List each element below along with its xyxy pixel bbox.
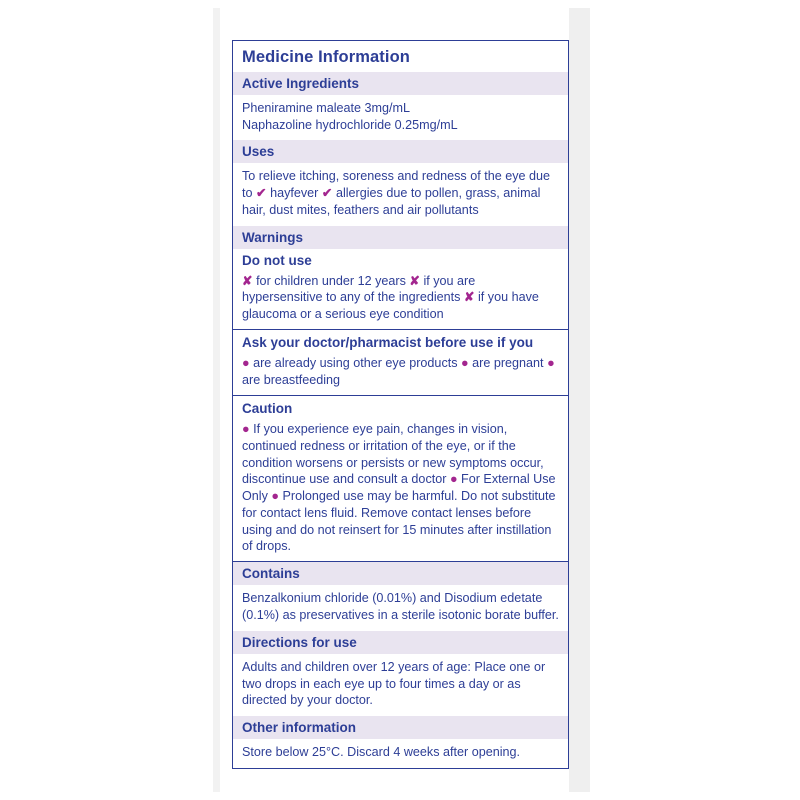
directions-text: Adults and children over 12 years of age: Place one or two drops in each eye up to four times a day or as directed by your doctor. (242, 659, 546, 708)
section-heading-ask-your-doctor: Ask your doctor/pharmacist before use if you (242, 335, 534, 351)
section-body-other-information (233, 739, 568, 768)
cross-icon: ✘ (242, 273, 253, 288)
section-body-contains (233, 585, 568, 630)
ask-your-doctor-item: are breastfeeding (242, 373, 341, 387)
section-heading-do-not-use: Do not use (242, 252, 312, 268)
section-body-do-not-use (233, 269, 568, 329)
uses-item: hayfever (270, 186, 319, 201)
section-heading-warnings: Warnings (233, 226, 568, 249)
section-heading-active-ingredients: Active Ingredients (233, 72, 568, 95)
active-ingredient-line: Pheniramine maleate 3mg/mL (242, 101, 410, 115)
bullet-icon: ● (547, 356, 555, 371)
caution-item: For External Use Only (242, 472, 556, 504)
bullet-icon: ● (271, 489, 280, 504)
uses-intro: To relieve itching, soreness and redness of the eye due to (242, 169, 551, 201)
cross-icon: ✘ (463, 290, 475, 305)
ask-your-doctor-item: are already using other eye products (253, 356, 458, 371)
section-heading-uses: Uses (233, 140, 568, 163)
caution-item: If you experience eye pain, changes in vision, continued redness or irritation of the eye, or if the condition worsens or persists or new symptoms occur, discontinue use and consult a doctor (242, 422, 544, 487)
bullet-icon: ● (461, 356, 469, 371)
other-information-text: Store below 25°C. Discard 4 weeks after opening. (242, 745, 521, 760)
carton-edge-shadow (569, 8, 590, 792)
ask-your-doctor-item: are pregnant (472, 356, 544, 371)
section-body-uses (233, 163, 568, 225)
bullet-icon: ● (242, 356, 250, 371)
section-body-caution (233, 417, 568, 561)
section-heading-other-information: Other information (233, 716, 568, 739)
tick-icon: ✔ (321, 186, 333, 201)
uses-item: allergies due to pollen, grass, animal hair, dust mites, feathers and air pollutants (242, 186, 541, 217)
medicine-information-panel (232, 40, 569, 769)
do-not-use-item: if you have glaucoma or a serious eye condition (242, 290, 539, 322)
contains-text: Benzalkonium chloride (0.01%) and Disodium edetate (0.1%) as preservatives in a sterile isotonic borate buffer. (242, 591, 559, 623)
do-not-use-item: if you are hypersensitive to any of the ingredients (242, 273, 476, 305)
section-heading-caution: Caution (242, 401, 293, 417)
page-title: Medicine Information (242, 48, 410, 66)
section-body-active-ingredients (233, 95, 568, 140)
bullet-icon: ● (242, 422, 250, 437)
do-not-use-item: for children under 12 years (256, 273, 406, 288)
section-heading-contains: Contains (233, 562, 568, 585)
caution-item: Prolonged use may be harmful. Do not substitute for contact lens fluid. Remove contact lenses before using and do not reinsert for 15 minutes after instillation of drops. (242, 489, 556, 554)
section-body-directions-for-use (233, 654, 568, 716)
cross-icon: ✘ (409, 273, 420, 288)
tick-icon: ✔ (256, 186, 267, 201)
bullet-icon: ● (449, 472, 458, 487)
section-body-ask-your-doctor (233, 351, 568, 394)
section-heading-directions-for-use: Directions for use (233, 631, 568, 654)
active-ingredient-line: Naphazoline hydrochloride 0.25mg/mL (242, 117, 458, 132)
